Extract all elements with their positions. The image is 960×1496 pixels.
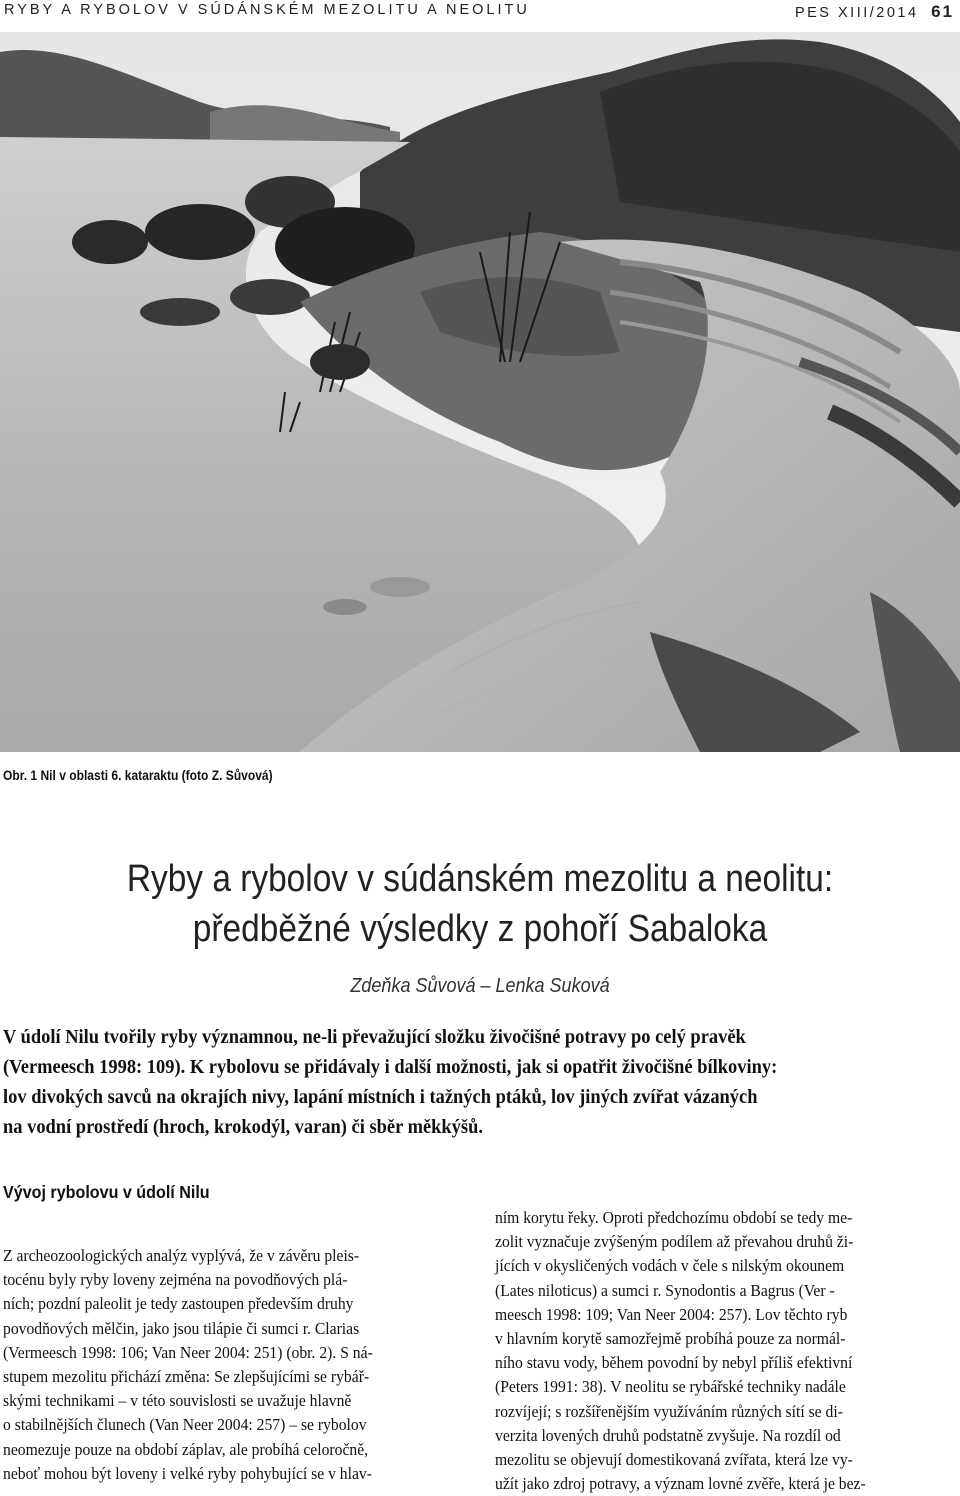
body-column-left <box>3 1206 468 1486</box>
body-line: ních; pozdní paleolit je tedy zastoupen především druhy <box>3 1294 354 1314</box>
body-line: jících v okysličených vodách v čele s nilským okounem <box>495 1256 845 1276</box>
body-line: povodňových mělčin, jako jsou tilápie či sumci r. Clarias <box>3 1318 360 1338</box>
abstract-line: na vodní prostředí (hroch, krokodýl, varan) či sběr měkkýšů. <box>3 1116 483 1138</box>
body-line: ním korytu řeky. Oproti předchozímu období se tedy me- <box>495 1208 853 1227</box>
body-line: (Vermeesch 1998: 106; Van Neer 2004: 251) (obr. 2). S ná- <box>3 1342 373 1362</box>
body-line: (Lates niloticus) a sumci r. Synodontis a Bagrus (Ver - <box>495 1280 835 1300</box>
running-head <box>4 2 954 22</box>
body-line: zolit vyznačuje zvýšeným podílem až převahou druhů ži- <box>495 1232 854 1252</box>
body-line: stupem mezolitu přichází změna: Se zlepšujícími se rybář- <box>3 1367 370 1387</box>
body-line: užít jako zdroj potravy, a význam lovné zvěře, která je bez- <box>495 1474 866 1494</box>
body-line: meesch 1998: 109; Van Neer 2004: 257). Lov těchto ryb <box>495 1304 848 1324</box>
abstract <box>3 1022 957 1142</box>
body-line: v hlavním korytě samozřejmě probíhá pouze za normál- <box>495 1329 846 1349</box>
body-line: tocénu byly ryby loveny zejména na povodňových plá- <box>3 1270 348 1290</box>
body-column-right <box>495 1206 960 1496</box>
nile-landscape-photo <box>0 32 960 752</box>
body-line: skými technikami – v této souvislosti se uvažuje hlavně <box>3 1391 352 1411</box>
abstract-line: lov divokých savců na okrajích nivy, lapání místních i tažných ptáků, lov jiných zvířat vázaných <box>3 1086 758 1108</box>
body-line: Z archeozoologických analýz vyplývá, že v závěru pleis- <box>3 1246 360 1265</box>
running-head-title: RYBY A RYBOLOV V SÚDÁNSKÉM MEZOLITU A NEOLITU <box>4 2 530 18</box>
body-line: neboť mohou být loveny i velké ryby pohybující se v hlav- <box>3 1463 372 1483</box>
body-line: neomezuje pouze na období záplav, ale probíhá celoročně, <box>3 1439 369 1459</box>
abstract-line: (Vermeesch 1998: 109). K rybolovu se přidávaly i další možnosti, jak si opatřit živočišné bílkoviny: <box>3 1056 778 1078</box>
abstract-line: V údolí Nilu tvořily ryby významnou, ne-li převažující složku živočišné potravy po celý pravěk <box>3 1026 746 1048</box>
authors: Zdeňka Sůvová – Lenka Suková <box>350 975 610 997</box>
body-line: rozvíjejí; s rozšířenějším využíváním různých sítí se di- <box>495 1401 843 1421</box>
running-head-right <box>795 2 954 22</box>
body-line: o stabilnějších člunech (Van Neer 2004: 257) – se rybolov <box>3 1415 367 1435</box>
article-title-line-2: předběžné výsledky z pohoří Sabaloka <box>192 908 768 950</box>
body-line: ního stavu vody, během povodní by nebyl příliš efektivní <box>495 1353 853 1373</box>
body-line: verzita lovených druhů podstatně zvyšuje. Na rozdíl od <box>495 1425 841 1445</box>
figure-caption: Obr. 1 Nil v oblasti 6. kataraktu (foto Z. Sůvová) <box>3 767 273 783</box>
page-number: 61 <box>931 2 954 21</box>
section-heading: Vývoj rybolovu v údolí Nilu <box>3 1182 210 1202</box>
body-line: (Peters 1991: 38). V neolitu se rybářské techniky nadále <box>495 1377 846 1397</box>
article-title-line-1: Ryby a rybolov v súdánském mezolitu a neolitu: <box>126 858 834 900</box>
body-line: mezolitu se objevují domestikovaná zvířata, která lze vy- <box>495 1450 853 1470</box>
journal-issue: PES XIII/2014 <box>794 5 919 21</box>
